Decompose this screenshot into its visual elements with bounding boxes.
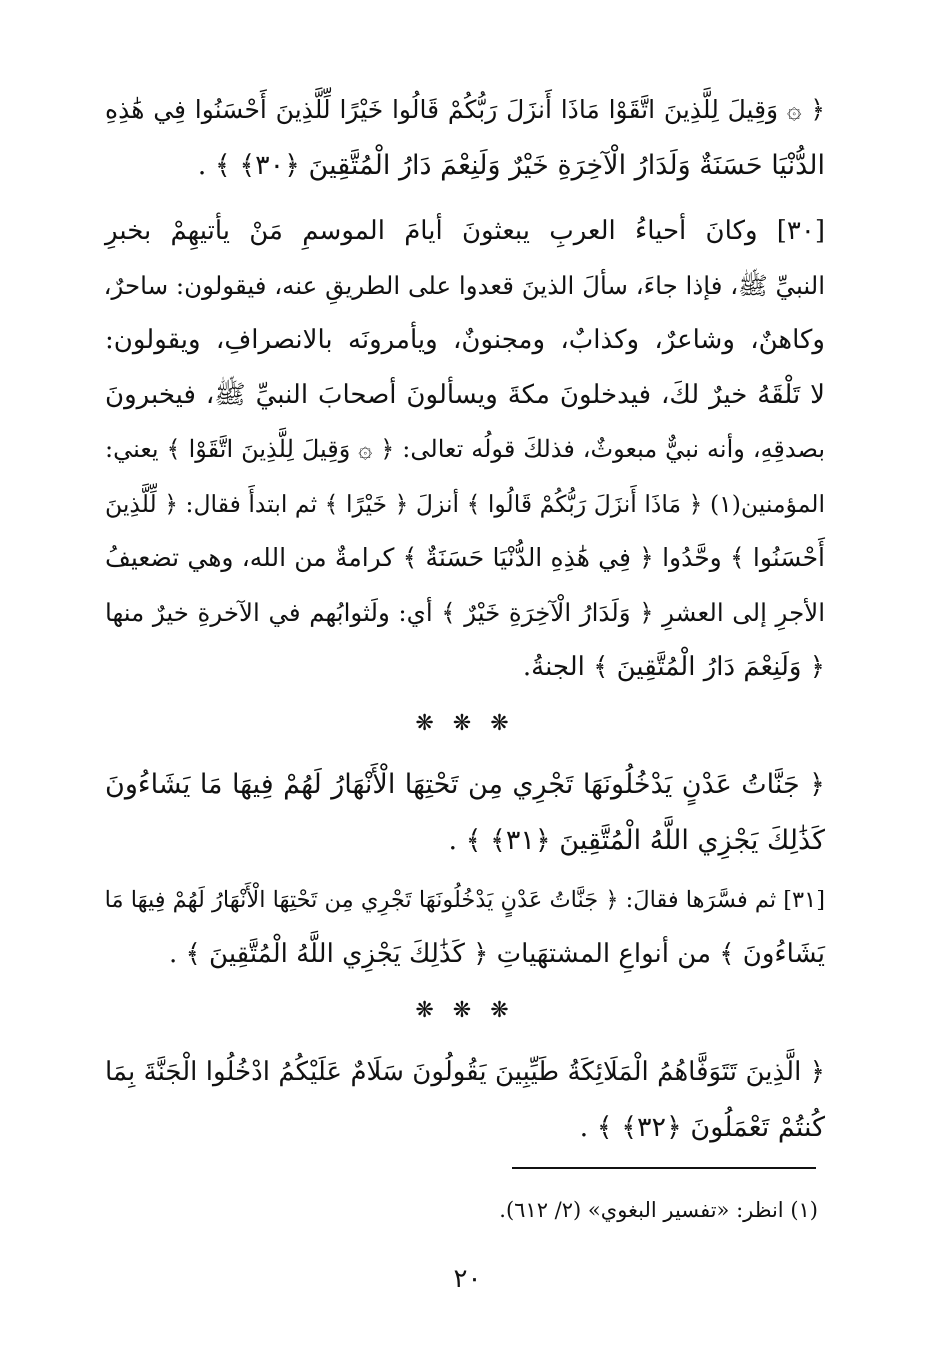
- verse-line: الدُّنْيَا حَسَنَةٌ وَلَدَارُ الْآخِرَةِ خَيْرٌ وَلَنِعْمَ دَارُ الْمُتَّقِينَ ﴿٣٠﴾ ﴾ .: [197, 150, 825, 181]
- verse-line: ﴿ جَنَّاتُ عَدْنٍ يَدْخُلُونَهَا تَجْرِي مِن تَحْتِهَا الْأَنْهَارُ لَهُمْ فِيهَا مَا يَشَاءُونَ: [105, 768, 825, 800]
- footnote-divider: [512, 1167, 816, 1169]
- commentary-line: يَشَاءُونَ ﴾ من أنواعِ المشتهَياتِ ﴿ كَذَٰلِكَ يَجْزِي اللَّهُ الْمُتَّقِينَ ﴾ .: [169, 939, 825, 969]
- commentary-line: [٣١] ثم فسَّرَها فقالَ: ﴿ جَنَّاتُ عَدْنٍ يَدْخُلُونَهَا تَجْرِي مِن تَحْتِهَا الْأَنْهَارُ لَهُمْ فِيهَا مَا: [104, 886, 825, 913]
- commentary-line: لا تَلْقَهُ خيرٌ لكَ، فيدخلونَ مكةَ ويسألونَ أصحابَ النبيِّ ﷺ، فيخبرونَ: [105, 379, 825, 410]
- quran-verse-30: [105, 82, 825, 194]
- commentary-line: ﴿ وَلَنِعْمَ دَارُ الْمُتَّقِينَ ﴾ الجنةُ.: [522, 652, 825, 682]
- page-body: [105, 82, 825, 1156]
- commentary-line: أَحْسَنُوا ﴾ وحَّدُوا ﴿ فِي هَٰذِهِ الدُّنْيَا حَسَنَةٌ ﴾ كرامةٌ من الله، وهي تضعيفُ: [105, 543, 825, 572]
- quran-verse-31: [105, 757, 825, 869]
- quran-verse-32: [105, 1044, 825, 1156]
- commentary-line: النبيِّ ﷺ، فإذا جاءَ، سألَ الذينَ قعدوا على الطريقِ عنه، فيقولون: ساحرٌ،: [103, 270, 825, 300]
- verse-line: كَذَٰلِكَ يَجْزِي اللَّهُ الْمُتَّقِينَ ﴿٣١﴾ ﴾ .: [448, 824, 825, 856]
- section-separator: ❋ ❋ ❋: [415, 710, 515, 736]
- commentary-30: [105, 204, 825, 695]
- verse-line: كُنتُمْ تَعْمَلُونَ ﴿٣٢﴾ ﴾ .: [579, 1111, 825, 1143]
- footnote: (١) انظر: «تفسير البغوي» (٢/ ٦١٢).: [499, 1198, 818, 1222]
- commentary-line: وكاهنٌ، وشاعرٌ، وكذابٌ، ومجنونٌ، ويأمرونَه بالانصرافِ، ويقولون:: [105, 325, 825, 355]
- verse-line: ﴿ ۞ وَقِيلَ لِلَّذِينَ اتَّقَوْا مَاذَا أَنزَلَ رَبُّكُمْ قَالُوا خَيْرًا لِّلَّذِينَ أَحْسَنُوا فِي هَٰذِهِ: [105, 95, 825, 124]
- commentary-line: [٣٠] وكانَ أحياءُ العربِ يبعثونَ أيامَ الموسمِ مَنْ يأتيهِمْ بخبرِ: [105, 216, 825, 246]
- commentary-line: المؤمنين(١) ﴿ مَاذَا أَنزَلَ رَبُّكُمْ قَالُوا ﴾ أنزلَ ﴿ خَيْرًا ﴾ ثم ابتدأَ فقال: ﴿ لِّلَّذِينَ: [105, 489, 825, 518]
- commentary-31: [105, 873, 825, 982]
- page-number: ٢٠: [453, 1264, 482, 1294]
- commentary-line: الأجرِ إلى العشرِ ﴿ وَلَدَارُ الْآخِرَةِ خَيْرٌ ﴾ أي: ولَثوابُهم في الآخرةِ خيرٌ منها: [105, 597, 825, 627]
- section-separator: ❋ ❋ ❋: [415, 997, 515, 1023]
- commentary-line: بصدقِهِ، وأنه نبيٌّ مبعوثٌ، فذلكَ قولُه تعالى: ﴿ ۞ وَقِيلَ لِلَّذِينَ اتَّقَوْا ﴾ يعني:: [105, 435, 825, 463]
- verse-line: ﴿ الَّذِينَ تَتَوَفَّاهُمُ الْمَلَائِكَةُ طَيِّبِينَ يَقُولُونَ سَلَامٌ عَلَيْكُمُ ادْخُلُوا الْجَنَّةَ بِمَا: [105, 1056, 825, 1087]
